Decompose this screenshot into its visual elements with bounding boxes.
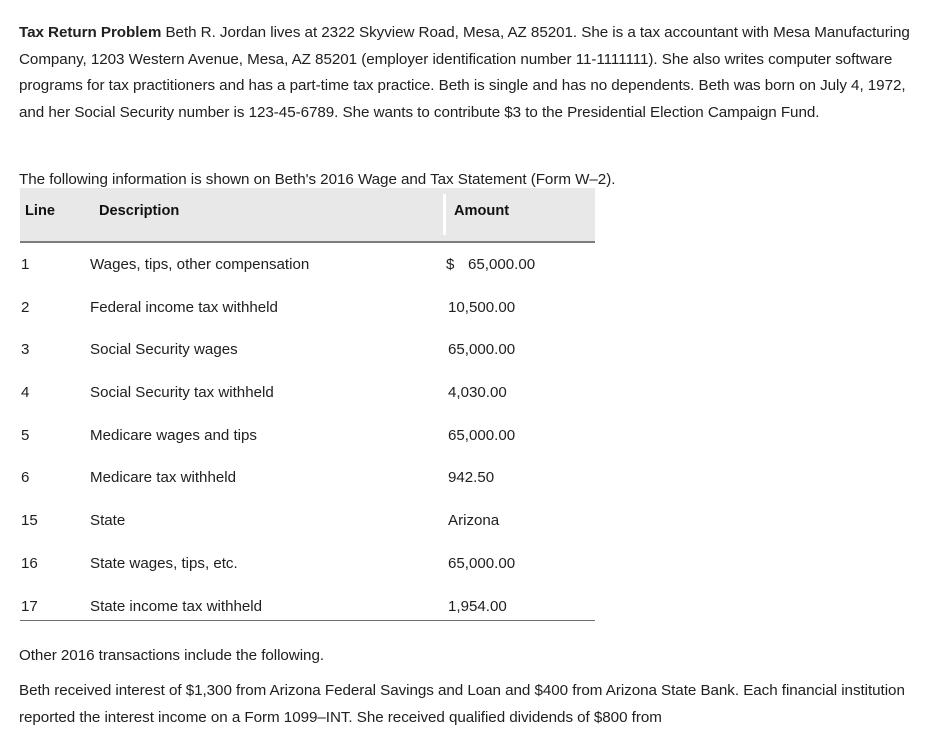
cell-description: State income tax withheld — [90, 597, 262, 615]
table-row — [20, 456, 595, 499]
cell-amount: 4,030.00 — [448, 384, 507, 402]
intro-body-text: Beth R. Jordan lives at 2322 Skyview Road, Mesa, AZ 85201. She is a tax accountant with Mesa Manufacturing Company, 1203 Western Avenue, Mesa, AZ 85201 (employer identification number 11-1111111). She also writes computer software programs for tax practitioners and has a part-time tax practice. Beth is single and has no dependents. Beth was born on July 4, 1972, and her Social Security number is 123-45-6789. She wants to contribute $3 to the Presidential Election Campaign Fund. — [19, 24, 910, 121]
cell-line: 17 — [21, 597, 38, 615]
other-transactions-paragraph: Other 2016 transactions include the following. — [19, 647, 325, 665]
cell-amount — [446, 256, 535, 273]
cell-description: State wages, tips, etc. — [90, 554, 238, 572]
cell-amount: Arizona — [448, 512, 500, 530]
table-row — [20, 286, 595, 329]
cell-description: Medicare wages and tips — [90, 426, 257, 444]
currency-symbol: $ — [446, 256, 455, 273]
cell-amount: 1,954.00 — [448, 597, 507, 615]
cell-description: Medicare tax withheld — [90, 469, 236, 487]
column-header-line: Line — [25, 203, 55, 219]
cell-line: 4 — [21, 384, 30, 402]
cell-amount: 10,500.00 — [448, 298, 516, 316]
cell-line: 6 — [21, 469, 30, 487]
table-row — [20, 371, 595, 414]
table-row — [20, 499, 595, 542]
intro-paragraph — [19, 20, 921, 126]
table-header-row — [20, 188, 595, 243]
amount-value: 65,000.00 — [468, 256, 536, 273]
column-header-description: Description — [99, 203, 180, 219]
column-divider — [443, 194, 446, 235]
cell-line: 2 — [21, 298, 30, 316]
table-row — [20, 414, 595, 457]
table-body — [20, 243, 595, 627]
cell-description: Federal income tax withheld — [90, 298, 278, 316]
problem-title: Tax Return Problem — [19, 24, 162, 42]
w2-table — [20, 188, 595, 627]
cell-line: 16 — [21, 554, 38, 572]
cell-description: State — [90, 512, 126, 530]
interest-income-paragraph: Beth received interest of $1,300 from Arizona Federal Savings and Loan and $400 from Arizona State Bank. Each financial institution reported the interest income on a Form 1099–INT. She received qualified dividends of $800 from — [19, 682, 905, 726]
cell-amount: 65,000.00 — [448, 341, 516, 359]
cell-amount: 65,000.00 — [448, 554, 516, 572]
cell-line: 15 — [21, 512, 38, 530]
cell-amount: 65,000.00 — [448, 426, 516, 444]
cell-line: 3 — [21, 341, 30, 359]
cell-description: Social Security tax withheld — [90, 384, 274, 402]
cell-line: 1 — [21, 256, 30, 273]
cell-amount: 942.50 — [448, 469, 495, 487]
wage-statement-intro-paragraph: The following information is shown on Beth's 2016 Wage and Tax Statement (Form W–2). — [19, 171, 616, 189]
cell-line: 5 — [21, 426, 30, 444]
cell-description: Social Security wages — [90, 341, 238, 359]
table-row — [20, 243, 595, 286]
column-header-amount: Amount — [454, 203, 510, 219]
table-bottom-rule — [20, 620, 595, 621]
cell-description: Wages, tips, other compensation — [90, 256, 310, 273]
table-row — [20, 542, 595, 585]
table-row — [20, 328, 595, 371]
